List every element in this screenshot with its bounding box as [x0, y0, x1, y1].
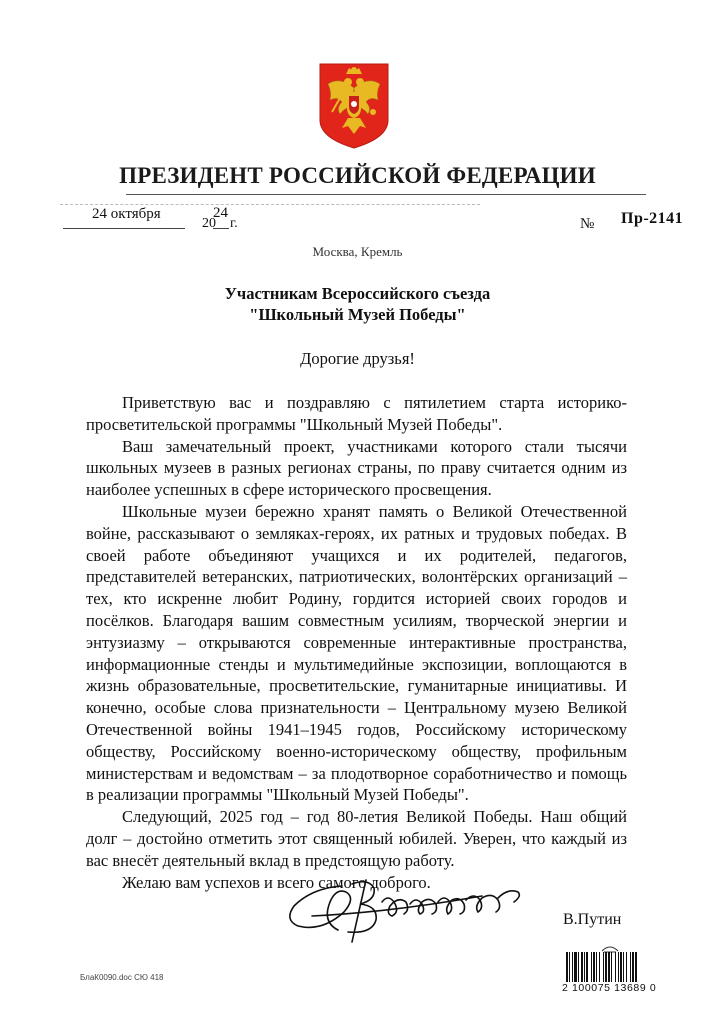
paragraph: Школьные музеи бережно хранят память о Великой Отечественной войне, рассказывают о земляках-героях, их ратных и трудовых победах. В своей работе объединяют учащихся и их родителей, педагогов, представителей ветеранских, патриотических, волонтёрских организаций – тех, кто искренне любит Родину, гордится историей своих городов и посёлков. Благодаря вашим совместным усилиям, творческой энергии и энтузиазму – открываются современные интерактивные пространства, информационные стенды и мультимедийные экспозиции, воплощаются в жизнь образовательные, просветительские, гуманитарные инициативы. И конечно, особые слова признательности – Центральному музею Великой Отечественной войны 1941–1945 годов, Российскому историческому обществу, Российскому военно-историческому обществу, профильным министерствам и ведомствам – за плодотворное соработничество и помощь в реализации программы "Школьный Музей Победы". [86, 501, 627, 805]
barcode-bar [608, 952, 610, 982]
date-century: 20 [202, 216, 216, 231]
salutation: Дорогие друзья! [300, 349, 415, 368]
barcode-bar [630, 952, 631, 982]
letter-body [86, 392, 627, 893]
barcode-bar [591, 952, 592, 982]
barcode-bar [566, 952, 568, 982]
barcode-bar [635, 952, 637, 982]
document-number: Пр-2141 [621, 210, 684, 227]
addressee-line-2: "Школьный Музей Победы" [249, 305, 466, 324]
paragraph: Приветствую вас и поздравляю с пятилетием старта историко-просветительской программы "Школьный Музей Победы". [86, 393, 627, 434]
barcode-bar [581, 952, 583, 982]
barcode-bar [572, 952, 573, 982]
barcode-bar [623, 952, 624, 982]
header-divider [60, 204, 480, 205]
signer-name: В.Путин [563, 911, 622, 928]
barcode-icon [566, 952, 682, 982]
date-year: 24 [213, 205, 228, 221]
barcode-bar [569, 952, 570, 982]
file-reference: БлаК0090.doc СЮ 418 [80, 973, 164, 982]
coat-of-arms-icon [318, 62, 390, 150]
barcode-bar [620, 952, 622, 982]
barcode-bar [615, 952, 616, 982]
date-year-suffix: г. [230, 216, 238, 231]
number-sign: № [580, 216, 595, 232]
date-underline [63, 228, 185, 229]
registration-mark-icon [600, 940, 620, 950]
header-rule [126, 194, 646, 195]
barcode-bar [593, 952, 595, 982]
barcode-bar [603, 952, 604, 982]
barcode-bar [611, 952, 612, 982]
barcode-bar [605, 952, 607, 982]
barcode-bar [599, 952, 600, 982]
date-day-month: 24 октября [92, 206, 161, 222]
paragraph: Желаю вам успехов и всего самого доброго. [122, 872, 431, 892]
paragraph: Следующий, 2025 год – год 80-летия Великой Победы. Наш общий долг – достойно отметить этот священный юбилей. Уверен, что каждый из вас внесёт деятельный вклад в предстоящую работу. [86, 807, 627, 870]
barcode-bar [632, 952, 634, 982]
year-underline [213, 228, 229, 229]
document-header-title: ПРЕЗИДЕНТ РОССИЙСКОЙ ФЕДЕРАЦИИ [119, 163, 596, 188]
barcode-bar [618, 952, 619, 982]
barcode-bar [574, 952, 577, 982]
barcode-bar [578, 952, 579, 982]
barcode-bar [596, 952, 597, 982]
paragraph: Ваш замечательный проект, участниками которого стали тысячи школьных музеев в разных регионах страны, по праву считается одним из наиболее успешных в сфере исторического просвещения. [86, 436, 627, 500]
barcode-bar [584, 952, 585, 982]
handwritten-signature-icon [282, 872, 532, 944]
barcode-number: 2 100075 13689 0 [562, 982, 657, 994]
addressee-line-1: Участникам Всероссийского съезда [224, 284, 491, 303]
addressee [0, 283, 715, 325]
barcode-bar [586, 952, 588, 982]
place-of-issue: Москва, Кремль [312, 244, 403, 259]
barcode-bar [626, 952, 627, 982]
